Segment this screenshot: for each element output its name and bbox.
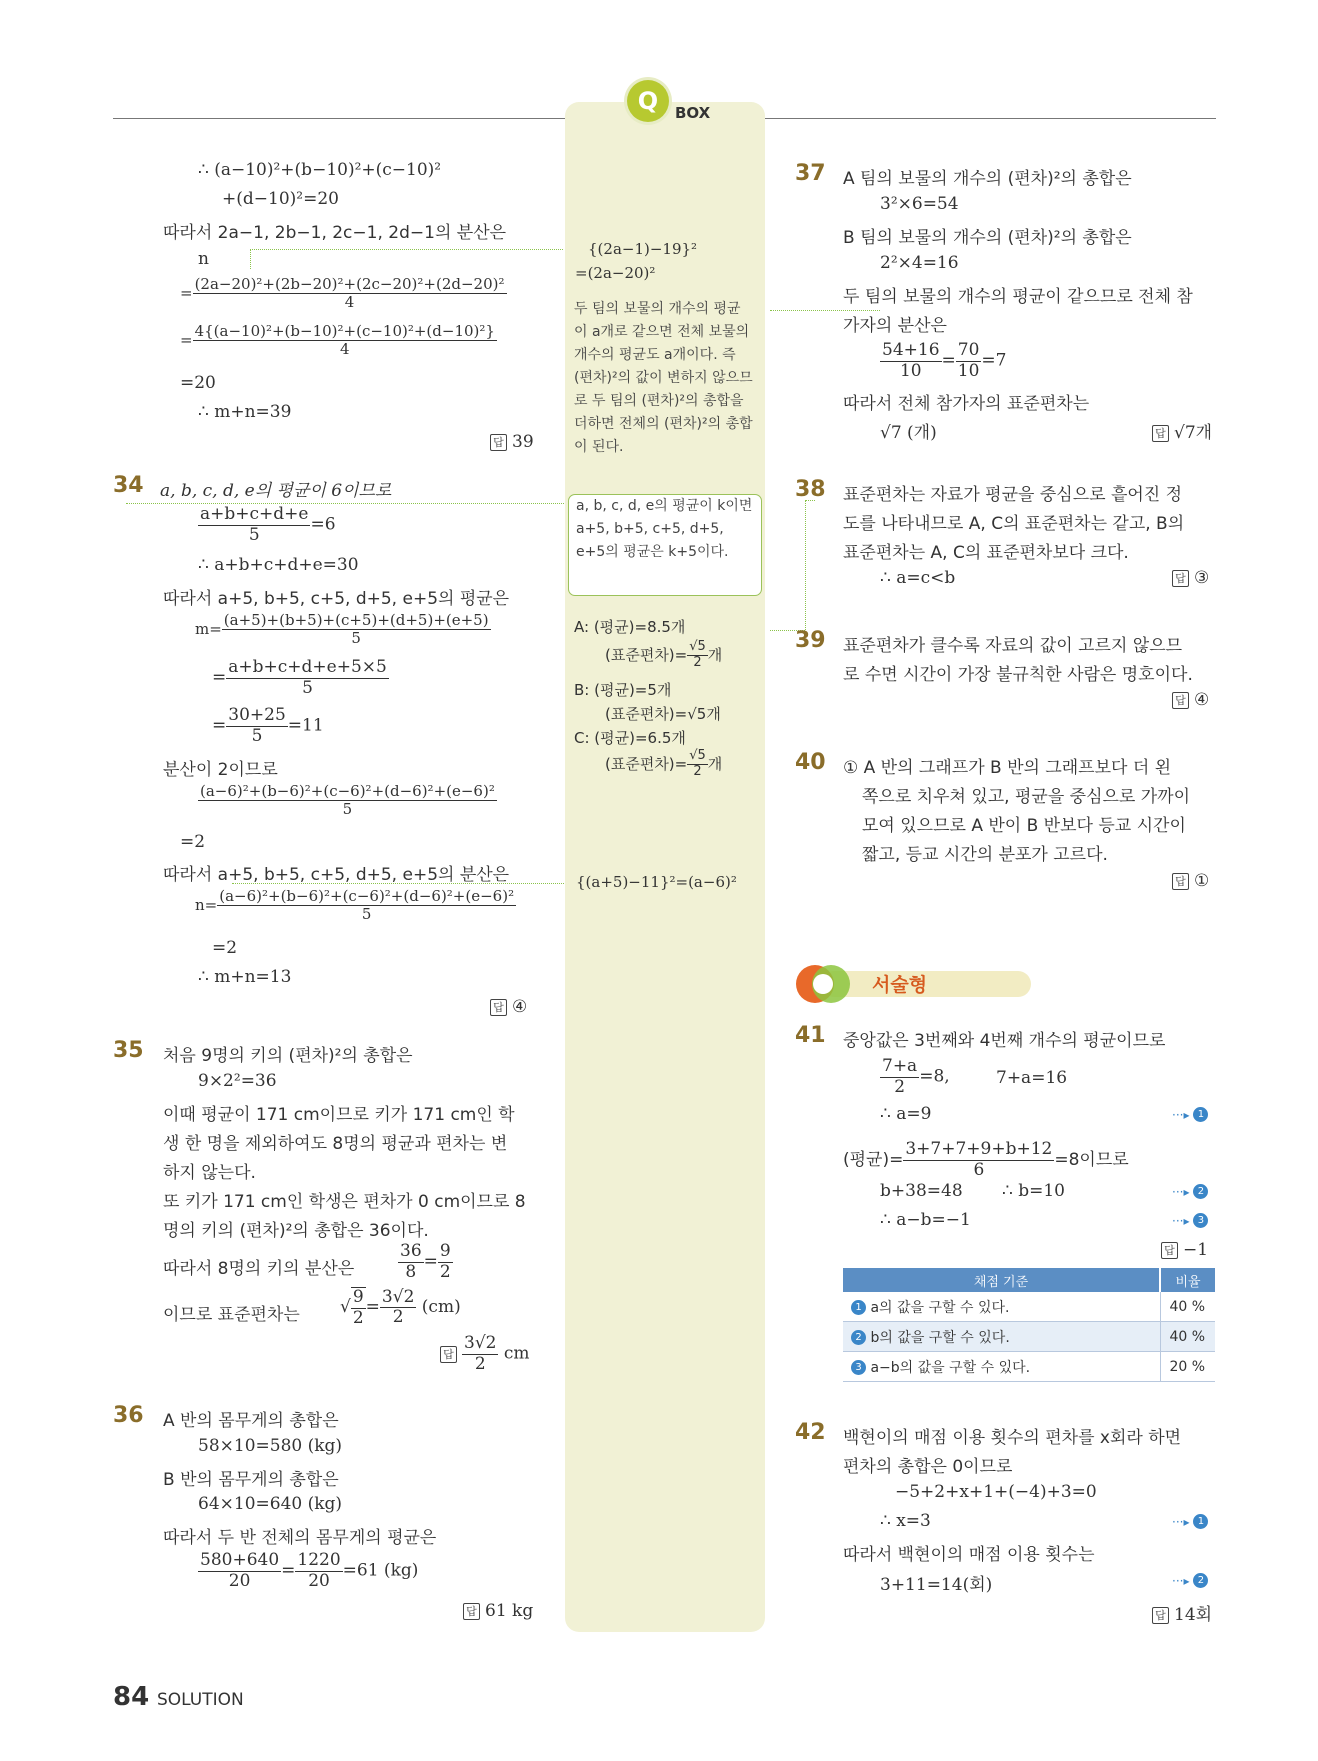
grading-header-criteria: 채점 기준 [843,1268,1160,1292]
s34-line4: 분산이 2이므로 [163,760,278,780]
s33-answer: 답 39 [490,432,534,452]
problem-35-number: 35 [113,1038,144,1063]
connector-34 [126,503,564,504]
s35-line9: 이므로 표준편차는 [163,1305,300,1325]
s34-eq6: n= $\frac{\text{(a−6)²+(b−6)²+(c−6)²+(d−6)²+(e−6)²}}{5}$ [195,887,515,924]
s36-line2: 58×10=580 (kg) [198,1436,343,1456]
s38-line2: 도를 나타내므로 A, C의 표준편차는 같고, B의 [843,514,1185,534]
s41-line6: ∴ a−b=−1 [880,1210,971,1230]
problem-37-number: 37 [795,161,826,186]
s42-line4: ∴ x=3 [880,1511,931,1531]
s38-line3: 표준편차는 A, C의 표준편차보다 크다. [843,543,1129,563]
s34-eq2: m= $\frac{(a+5)+(b+5)+(c+5)+(d+5)+(e+5)}{5}$ [195,611,489,648]
s36-answer: 답 61 kg [463,1601,533,1621]
s34-eq5: $\frac{\text{(a−6)²+(b−6)²+(c−6)²+(d−6)²+(e−6)²}}{5}$ [200,782,495,819]
s33-result2: ∴ m+n=39 [198,402,292,422]
s35-line6: 또 키가 171 cm인 학생은 편차가 0 cm이므로 8 [163,1192,526,1212]
problem-41-number: 41 [795,1023,826,1048]
s40-line2: 쪽으로 치우쳐 있고, 평균을 중심으로 가까이 [862,787,1191,807]
s35-line3: 이때 평균이 171 cm이므로 키가 171 cm인 학 [163,1105,515,1125]
s34-line3: 따라서 a+5, b+5, c+5, d+5, e+5의 평균은 [163,589,510,609]
s37-answer: 답 √7개 [1152,418,1212,443]
s35-line2: 9×2²=36 [198,1071,277,1091]
s34-eq4: = $\frac{30+25}{5}$ =11 [212,705,324,746]
s41-eq1: $\frac{7+a}{2}$ =8, [882,1056,950,1097]
s42-line3: −5+2+x+1+(−4)+3=0 [895,1482,1097,1502]
s38-line4: ∴ a=c<b [880,568,956,588]
s36-line3: B 반의 몸무게의 총합은 [163,1470,339,1490]
problem-38-number: 38 [795,477,826,502]
s39-line1: 표준편차가 클수록 자료의 값이 고르지 않으므 [843,636,1183,656]
qbox-note1-line2: =(2a−20)² [575,264,656,282]
connector-34b [232,883,564,884]
s42-line5: 따라서 백현이의 매점 이용 횟수는 [843,1545,1095,1565]
q-logo: Q [627,80,669,122]
qbox-note3: a, b, c, d, e의 평균이 k이면 a+5, b+5, c+5, d+5, e+5의 평균은 k+5이다. [576,498,753,560]
s41-eq2: (평균)= $\frac{3+7+7+9+b+12}{6}$ =8이므로 [843,1139,1129,1180]
s41-line1: 중앙값은 3번째와 4번째 개수의 평균이므로 [843,1031,1166,1051]
qbox-label: BOX [675,104,711,122]
s35-answer: 답 $\frac{3√2}{2}$ cm [440,1334,530,1374]
s35-line1: 처음 9명의 키의 (편차)²의 총합은 [163,1046,413,1066]
s33-eq1: = $\frac{\text{(2a−20)²+(2b−20)²+(2c−20)²+(2d−20)²}}{4}$ [180,275,505,312]
s34-result2: =2 [212,938,238,958]
s36-eq1: $\frac{580+640}{20}$ = $\frac{1220}{20}$ =61 (kg) [200,1550,419,1591]
s37-line5: 두 팀의 보물의 개수의 평균이 같으므로 전체 참 [843,287,1193,307]
s42-step2: ···▸ 2 [1172,1570,1208,1590]
s35-line5: 하지 않는다. [163,1163,256,1183]
table-row: 3 a−b의 값을 구할 수 있다. 20 % [843,1352,1215,1382]
footer-label: SOLUTION [157,1690,244,1710]
s38-line1: 표준편차는 자료가 평균을 중심으로 흩어진 정 [843,485,1183,505]
s37-line8: √7 (개) [880,423,937,443]
connector-33-v [250,249,251,269]
s41-step2: ···▸ 2 [1172,1181,1208,1201]
s35-eq1: $\frac{36}{8}$ = $\frac{9}{2}$ [400,1241,451,1282]
s39-line2: 로 수면 시간이 가장 불규칙한 사람은 명호이다. [843,665,1193,685]
s37-line7: 따라서 전체 참가자의 표준편차는 [843,394,1090,414]
descriptive-label: 서술형 [872,974,928,996]
s41-line5b: ∴ b=10 [1002,1181,1065,1201]
qbox-note2: 두 팀의 보물의 개수의 평균이 a개로 같으면 전체 보물의 개수의 평균도 a개이다. 즉 (편차)²의 값이 변하지 않으므로 두 팀의 (편차)²의 총합을 더하면 전체의 (편차)²의 총합이 된다. [574,301,753,455]
s40-answer: 답 ① [1172,871,1209,891]
qbox-a-mean: A: (평균)=8.5개 [574,618,686,636]
s42-line6: 3+11=14(회) [880,1575,993,1595]
s35-line4: 생 한 명을 제외하여도 8명의 평균과 편차는 변 [163,1134,508,1154]
s42-answer: 답 14회 [1152,1600,1212,1625]
s41-line5: b+38=48 [880,1181,963,1201]
s37-line4: 2²×4=16 [880,253,959,273]
s34-line5: 따라서 a+5, b+5, c+5, d+5, e+5의 분산은 [163,865,510,885]
s35-eq2: √ $\frac{9}{2}$ = $\frac{3√2}{2}$ (cm) [340,1286,461,1328]
s40-line1: ① A 반의 그래프가 B 반의 그래프보다 더 왼 [843,758,1172,778]
connector-38-v [805,500,806,630]
s37-line2: 3²×6=54 [880,194,959,214]
s33-line2: +(d−10)²=20 [222,189,339,209]
grading-header-ratio: 비율 [1160,1268,1215,1292]
s33-eq2: = $\frac{\text{4\{(a−10)²+(b−10)²+(c−10)²+(d−10)²\}}}{4}$ [180,322,495,359]
qbox-b-mean: B: (평균)=5개 [574,681,672,699]
s40-line3: 모여 있으므로 A 반이 B 반보다 등교 시간이 [862,816,1186,836]
s42-line1: 백현이의 매점 이용 횟수의 편차를 x회라 하면 [843,1428,1182,1448]
s37-line3: B 팀의 보물의 개수의 (편차)²의 총합은 [843,228,1132,248]
s34-result3: ∴ m+n=13 [198,967,292,987]
page-number: 84 [113,1682,150,1712]
s35-line7: 명의 키의 (편차)²의 총합은 36이다. [163,1221,429,1241]
qbox-note1-line1: {(2a−1)−19}² [588,240,698,258]
connector-33 [250,249,563,250]
problem-36-number: 36 [113,1403,144,1428]
s33-line1: ∴ (a−10)²+(b−10)²+(c−10)² [198,160,442,180]
s39-answer: 답 ④ [1172,690,1209,710]
s41-step1: ···▸ 1 [1172,1104,1208,1124]
s41-line2: 7+a=16 [996,1068,1068,1088]
s37-line1: A 팀의 보물의 개수의 (편차)²의 총합은 [843,169,1132,189]
s42-line2: 편차의 총합은 0이므로 [843,1457,1013,1477]
s34-line2: ∴ a+b+c+d+e=30 [198,555,359,575]
s40-line4: 짧고, 등교 시간의 분포가 고르다. [862,845,1108,865]
s38-answer: 답 ③ [1172,568,1209,588]
s36-line5: 따라서 두 반 전체의 몸무게의 평균은 [163,1528,437,1548]
problem-39-number: 39 [795,628,826,653]
problem-34-number: 34 [113,473,144,498]
s41-step3: ···▸ 3 [1172,1210,1208,1230]
s34-line1: a, b, c, d, e의 평균이 6이므로 [160,481,392,501]
grading-table [843,1268,1215,1382]
s33-result1: =20 [180,373,216,393]
s37-line6: 가자의 분산은 [843,316,947,336]
s34-result1: =2 [180,832,206,852]
s36-line4: 64×10=640 (kg) [198,1494,343,1514]
qbox-c-mean: C: (평균)=6.5개 [574,729,686,747]
table-row: 1 a의 값을 구할 수 있다. 40 % [843,1292,1215,1322]
qbox-b-std: (표준편차)=√5개 [605,705,721,723]
s33-line3: 따라서 2a−1, 2b−1, 2c−1, 2d−1의 분산은 [163,223,507,243]
s34-eq3: = $\frac{a+b+c+d+e+5\times 5}{5}$ [212,657,387,698]
table-row: 2 b의 값을 구할 수 있다. 40 % [843,1322,1215,1352]
qbox-a-std: (표준편차)= $\frac{√5}{2}$ 개 [605,639,723,670]
qbox-c-std: (표준편차)= $\frac{√5}{2}$ 개 [605,748,723,779]
s41-line3: ∴ a=9 [880,1104,932,1124]
s33-n: n [198,249,209,269]
s34-answer: 답 ④ [490,997,527,1017]
s35-line8: 따라서 8명의 키의 분산은 [163,1259,355,1279]
s37-eq1: $\frac{54+16}{10}$ = $\frac{70}{10}$ =7 [882,340,1007,381]
problem-40-number: 40 [795,750,826,775]
qbox-note5: {(a+5)−11}²=(a−6)² [576,873,737,891]
s34-eq1: $\frac{a+b+c+d+e}{5}$ =6 [200,504,336,545]
s41-answer: 답 −1 [1161,1240,1208,1260]
s42-step1: ···▸ 1 [1172,1511,1208,1531]
problem-42-number: 42 [795,1420,826,1445]
s36-line1: A 반의 몸무게의 총합은 [163,1411,339,1431]
